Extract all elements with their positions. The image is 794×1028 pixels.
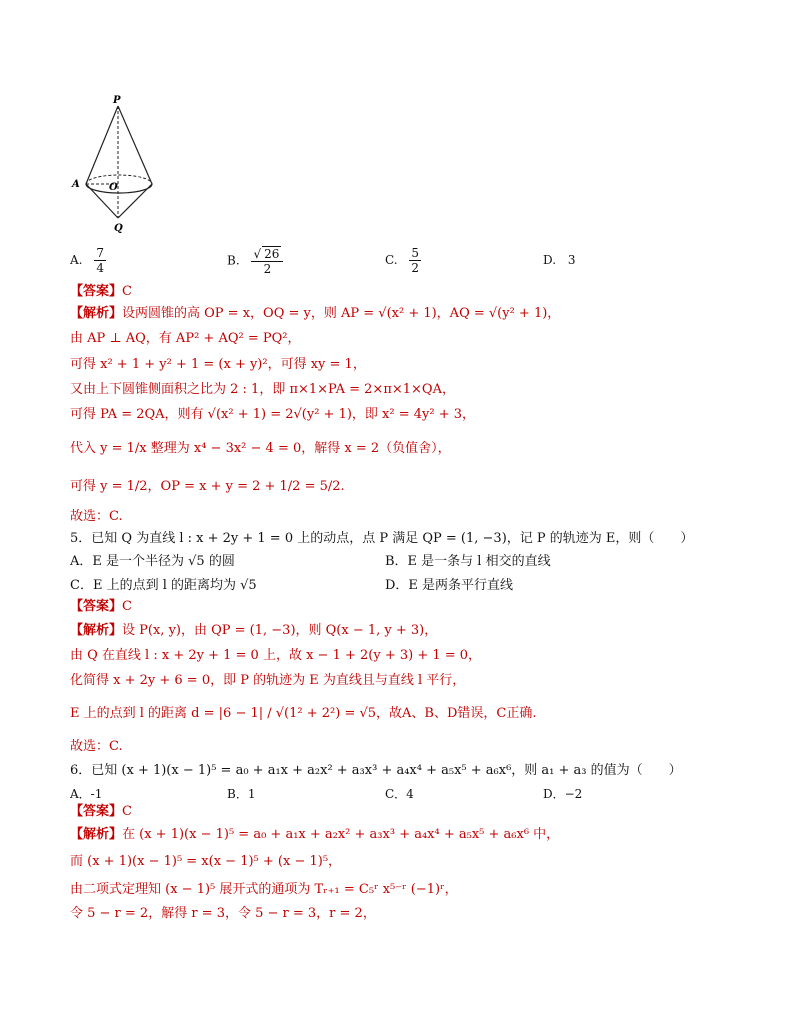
- q4-option-d: D. 3: [543, 253, 576, 267]
- q4-solution-line-6: 代入 y = 1/x 整理为 x⁴ − 3x² − 4 = 0，解得 x = 2（负值舍），: [70, 441, 451, 456]
- q5-option-a: A．E 是一个半径为 √5 的圆: [70, 554, 235, 569]
- q5-solution-line-1: 【解析】设 P(x, y)，由 QP = (1, −3)，则 Q(x − 1, y + 3)，: [70, 623, 438, 638]
- q5-solution-line-2: 由 Q 在直线 l : x + 2y + 1 = 0 上，故 x − 1 + 2(y + 3) + 1 = 0，: [70, 648, 482, 663]
- q6-solution-line-3: 由二项式定理知 (x − 1)⁵ 展开式的通项为 Tᵣ₊₁ = C₅ʳ x⁵⁻ʳ (−1)ʳ，: [70, 882, 458, 897]
- q4-solution-line-8: 故选：C.: [70, 509, 123, 524]
- q4-option-a: A. $\frac{7}{4}$: [70, 246, 104, 275]
- q6-solution-line-4: 令 5 − r = 2，解得 r = 3，令 5 − r = 3，r = 2，: [70, 906, 376, 921]
- q6-solution-line-1: 【解析】在 (x + 1)(x − 1)⁵ = a₀ + a₁x + a₂x² + a₃x³ + a₄x⁴ + a₅x⁵ + a₆x⁶ 中，: [70, 827, 560, 842]
- base-front: [86, 184, 152, 193]
- q5-option-c: C．E 上的点到 l 的距离均为 √5: [70, 578, 257, 593]
- q5-option-b: B．E 是一条与 l 相交的直线: [385, 554, 551, 569]
- edge-pa: [86, 106, 118, 184]
- q5-answer: 【答案】C: [70, 599, 132, 614]
- q4-solution-line-7: 可得 y = 1/2，OP = x + y = 2 + 1/2 = 5/2.: [70, 479, 345, 494]
- label-q: Q: [114, 223, 123, 234]
- label-p: P: [113, 95, 121, 106]
- q6-option-d: D．−2: [543, 787, 583, 801]
- q4-answer: 【答案】C: [70, 284, 132, 299]
- q4-solution-line-1: 【解析】设两圆锥的高 OP = x，OQ = y，则 AP = √(x² + 1)，AQ = √(y² + 1)，: [70, 306, 561, 321]
- q5-solution-line-5: 故选：C.: [70, 739, 123, 754]
- q4-solution-line-2: 由 AP ⊥ AQ，有 AP² + AQ² = PQ²，: [70, 331, 301, 346]
- q4-solution-line-5: 可得 PA = 2QA，则有 √(x² + 1) = 2√(y² + 1)，即 x² = 4y² + 3，: [70, 407, 476, 422]
- q6-option-b: B．1: [227, 787, 256, 801]
- q4-solution-line-3: 可得 x² + 1 + y² + 1 = (x + y)²，可得 xy = 1，: [70, 357, 366, 372]
- q6-option-a: A．-1: [70, 787, 103, 801]
- q6-stem: 6．已知 (x + 1)(x − 1)⁵ = a₀ + a₁x + a₂x² + a₃x³ + a₄x⁴ + a₅x⁵ + a₆x⁶，则 a₁ + a₃ 的值为（ ）: [70, 763, 682, 778]
- double-cone-figure: [70, 92, 170, 234]
- q6-solution-line-2: 而 (x + 1)(x − 1)⁵ = x(x − 1)⁵ + (x − 1)⁵，: [70, 854, 342, 869]
- q5-solution-line-3: 化简得 x + 2y + 6 = 0，即 P 的轨迹为 E 为直线且与直线 l 平行，: [70, 673, 466, 688]
- q5-option-d: D．E 是两条平行直线: [385, 578, 514, 593]
- edge-pb: [118, 106, 152, 184]
- q6-answer: 【答案】C: [70, 804, 132, 819]
- base-back: [86, 175, 152, 184]
- q5-stem: 5．已知 Q 为直线 l : x + 2y + 1 = 0 上的动点，点 P 满足 QP = (1, −3)，记 P 的轨迹为 E，则（ ）: [70, 531, 694, 546]
- q5-solution-line-4: E 上的点到 l 的距离 d = |6 − 1| / √(1² + 2²) = √5，故A、B、D错误，C正确.: [70, 706, 537, 721]
- q4-solution-line-4: 又由上下圆锥侧面积之比为 2 : 1，即 π×1×PA = 2×π×1×QA，: [70, 382, 455, 397]
- q4-option-b: B. $\frac{√ 26}{2}$: [227, 246, 283, 276]
- q4-option-c: C. $\frac{5}{2}$: [385, 246, 420, 275]
- q6-option-c: C．4: [385, 787, 414, 801]
- label-o: O: [109, 182, 118, 193]
- label-a: A: [72, 179, 80, 190]
